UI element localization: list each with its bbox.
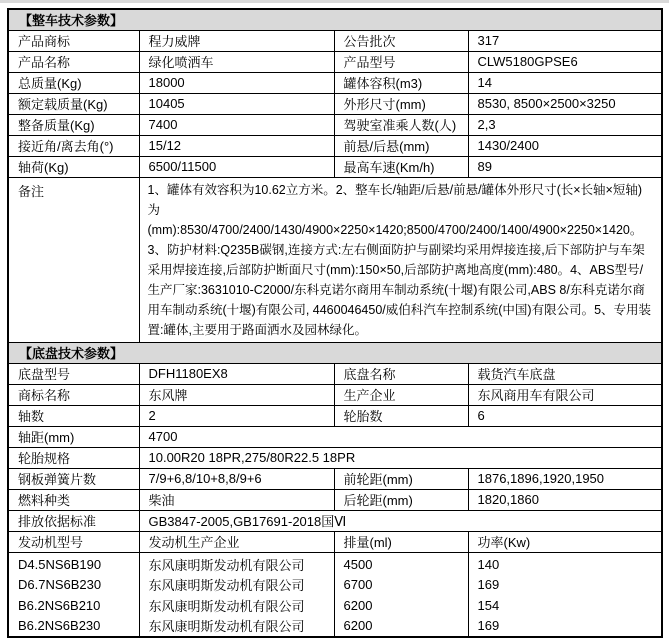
engine-row bbox=[8, 595, 662, 616]
engine-manufacturer: 东风康明斯发动机有限公司 bbox=[139, 616, 334, 637]
spec-label: 轴荷(Kg) bbox=[8, 156, 139, 177]
table-row bbox=[8, 72, 662, 93]
engine-column-header: 发动机生产企业 bbox=[139, 531, 334, 552]
spec-value: 7400 bbox=[139, 114, 334, 135]
engine-power: 169 bbox=[468, 574, 662, 595]
top-divider bbox=[0, 0, 669, 3]
spec-value: 程力威牌 bbox=[139, 30, 334, 51]
spec-label: 后轮距(mm) bbox=[334, 489, 468, 510]
spec-value: 10.00R20 18PR,275/80R22.5 18PR bbox=[139, 447, 662, 468]
spec-value: 10405 bbox=[139, 93, 334, 114]
engine-manufacturer: 东风康明斯发动机有限公司 bbox=[139, 574, 334, 595]
spec-value: 载货汽车底盘 bbox=[468, 363, 662, 384]
spec-label: 最高车速(Km/h) bbox=[334, 156, 468, 177]
table-row bbox=[8, 510, 662, 531]
table-row bbox=[8, 426, 662, 447]
spec-label: 轮胎规格 bbox=[8, 447, 139, 468]
table-row bbox=[8, 51, 662, 72]
spec-value: 15/12 bbox=[139, 135, 334, 156]
table-row bbox=[8, 30, 662, 51]
spec-value: 1876,1896,1920,1950 bbox=[468, 468, 662, 489]
spec-label: 驾驶室准乘人数(人) bbox=[334, 114, 468, 135]
spec-value: 6500/11500 bbox=[139, 156, 334, 177]
engine-header-row bbox=[8, 531, 662, 552]
spec-value: 4700 bbox=[139, 426, 662, 447]
table-row bbox=[8, 468, 662, 489]
spec-value: 89 bbox=[468, 156, 662, 177]
section-title-vehicle: 【整车技术参数】 bbox=[8, 9, 662, 30]
engine-row bbox=[8, 616, 662, 637]
engine-power: 154 bbox=[468, 595, 662, 616]
spec-label: 产品型号 bbox=[334, 51, 468, 72]
engine-displacement: 6200 bbox=[334, 595, 468, 616]
section-header-vehicle bbox=[8, 9, 662, 30]
spec-label: 前轮距(mm) bbox=[334, 468, 468, 489]
spec-label: 整备质量(Kg) bbox=[8, 114, 139, 135]
spec-label: 轴距(mm) bbox=[8, 426, 139, 447]
engine-manufacturer: 东风康明斯发动机有限公司 bbox=[139, 552, 334, 574]
table-row bbox=[8, 114, 662, 135]
spec-label: 燃料种类 bbox=[8, 489, 139, 510]
spec-value: 东风商用车有限公司 bbox=[468, 384, 662, 405]
table-row bbox=[8, 156, 662, 177]
remark-text: 1、罐体有效容积为10.62立方米。2、整车长/轴距/后悬/前悬/罐体外形尺寸(长×长轴×短轴)为(mm):8530/4700/2400/1430/4900×2250×1420;8500/4700/2400/1400/4900×2250×1420。3、防护材料:Q235B碳钢,连接方式:左右侧面防护与副梁均采用焊接连接,后下部防护与车架采用焊接连接,后部防护断面尺寸(mm):150×50,后部防护离地高度(mm):480。4、ABS型号/生产厂家:3631010-C2000/东科克诺尔商用车制动系统(十堰)有限公司,ABS 8/东科克诺尔商用车制动系统(十堰)有限公司, 4460046450/威伯科汽车控制系统(中国)有限公司。5、专用装置:罐体,主要用于路面洒水及园林绿化。 bbox=[139, 177, 662, 342]
spec-value: 2,3 bbox=[468, 114, 662, 135]
spec-label: 生产企业 bbox=[334, 384, 468, 405]
spec-label: 排放依据标准 bbox=[8, 510, 139, 531]
engine-manufacturer: 东风康明斯发动机有限公司 bbox=[139, 595, 334, 616]
spec-label: 前悬/后悬(mm) bbox=[334, 135, 468, 156]
spec-value: 1430/2400 bbox=[468, 135, 662, 156]
spec-label: 底盘型号 bbox=[8, 363, 139, 384]
engine-displacement: 4500 bbox=[334, 552, 468, 574]
spec-value: 绿化喷洒车 bbox=[139, 51, 334, 72]
spec-label: 钢板弹簧片数 bbox=[8, 468, 139, 489]
spec-label: 罐体容积(m3) bbox=[334, 72, 468, 93]
spec-label: 产品名称 bbox=[8, 51, 139, 72]
spec-value: CLW5180GPSE6 bbox=[468, 51, 662, 72]
spec-value: 6 bbox=[468, 405, 662, 426]
table-row bbox=[8, 363, 662, 384]
spec-value: 7/9+6,8/10+8,8/9+6 bbox=[139, 468, 334, 489]
remark-label: 备注 bbox=[8, 177, 139, 342]
spec-value: 18000 bbox=[139, 72, 334, 93]
remark-row bbox=[8, 177, 662, 342]
spec-value: 8530, 8500×2500×3250 bbox=[468, 93, 662, 114]
table-row bbox=[8, 93, 662, 114]
spec-label: 总质量(Kg) bbox=[8, 72, 139, 93]
spec-value: 317 bbox=[468, 30, 662, 51]
spec-label: 外形尺寸(mm) bbox=[334, 93, 468, 114]
spec-value: 2 bbox=[139, 405, 334, 426]
spec-value: 14 bbox=[468, 72, 662, 93]
engine-displacement: 6200 bbox=[334, 616, 468, 637]
table-row bbox=[8, 489, 662, 510]
spec-label: 产品商标 bbox=[8, 30, 139, 51]
table-row bbox=[8, 135, 662, 156]
spec-label: 额定载质量(Kg) bbox=[8, 93, 139, 114]
engine-column-header: 排量(ml) bbox=[334, 531, 468, 552]
spec-label: 接近角/离去角(°) bbox=[8, 135, 139, 156]
engine-column-header: 发动机型号 bbox=[8, 531, 139, 552]
engine-displacement: 6700 bbox=[334, 574, 468, 595]
engine-model: B6.2NS6B230 bbox=[8, 616, 139, 637]
spec-value: GB3847-2005,GB17691-2018国Ⅵ bbox=[139, 510, 662, 531]
engine-model: D6.7NS6B230 bbox=[8, 574, 139, 595]
table-row bbox=[8, 384, 662, 405]
vehicle-spec-table bbox=[7, 8, 663, 638]
engine-row bbox=[8, 574, 662, 595]
spec-value: DFH1180EX8 bbox=[139, 363, 334, 384]
spec-value: 柴油 bbox=[139, 489, 334, 510]
spec-value: 东风牌 bbox=[139, 384, 334, 405]
spec-label: 轮胎数 bbox=[334, 405, 468, 426]
engine-column-header: 功率(Kw) bbox=[468, 531, 662, 552]
engine-model: D4.5NS6B190 bbox=[8, 552, 139, 574]
table-row bbox=[8, 405, 662, 426]
section-title-chassis: 【底盘技术参数】 bbox=[8, 342, 662, 363]
spec-label: 公告批次 bbox=[334, 30, 468, 51]
table-row bbox=[8, 447, 662, 468]
spec-value: 1820,1860 bbox=[468, 489, 662, 510]
engine-row bbox=[8, 552, 662, 574]
section-header-chassis bbox=[8, 342, 662, 363]
engine-power: 169 bbox=[468, 616, 662, 637]
engine-model: B6.2NS6B210 bbox=[8, 595, 139, 616]
spec-label: 商标名称 bbox=[8, 384, 139, 405]
engine-power: 140 bbox=[468, 552, 662, 574]
spec-label: 底盘名称 bbox=[334, 363, 468, 384]
spec-label: 轴数 bbox=[8, 405, 139, 426]
